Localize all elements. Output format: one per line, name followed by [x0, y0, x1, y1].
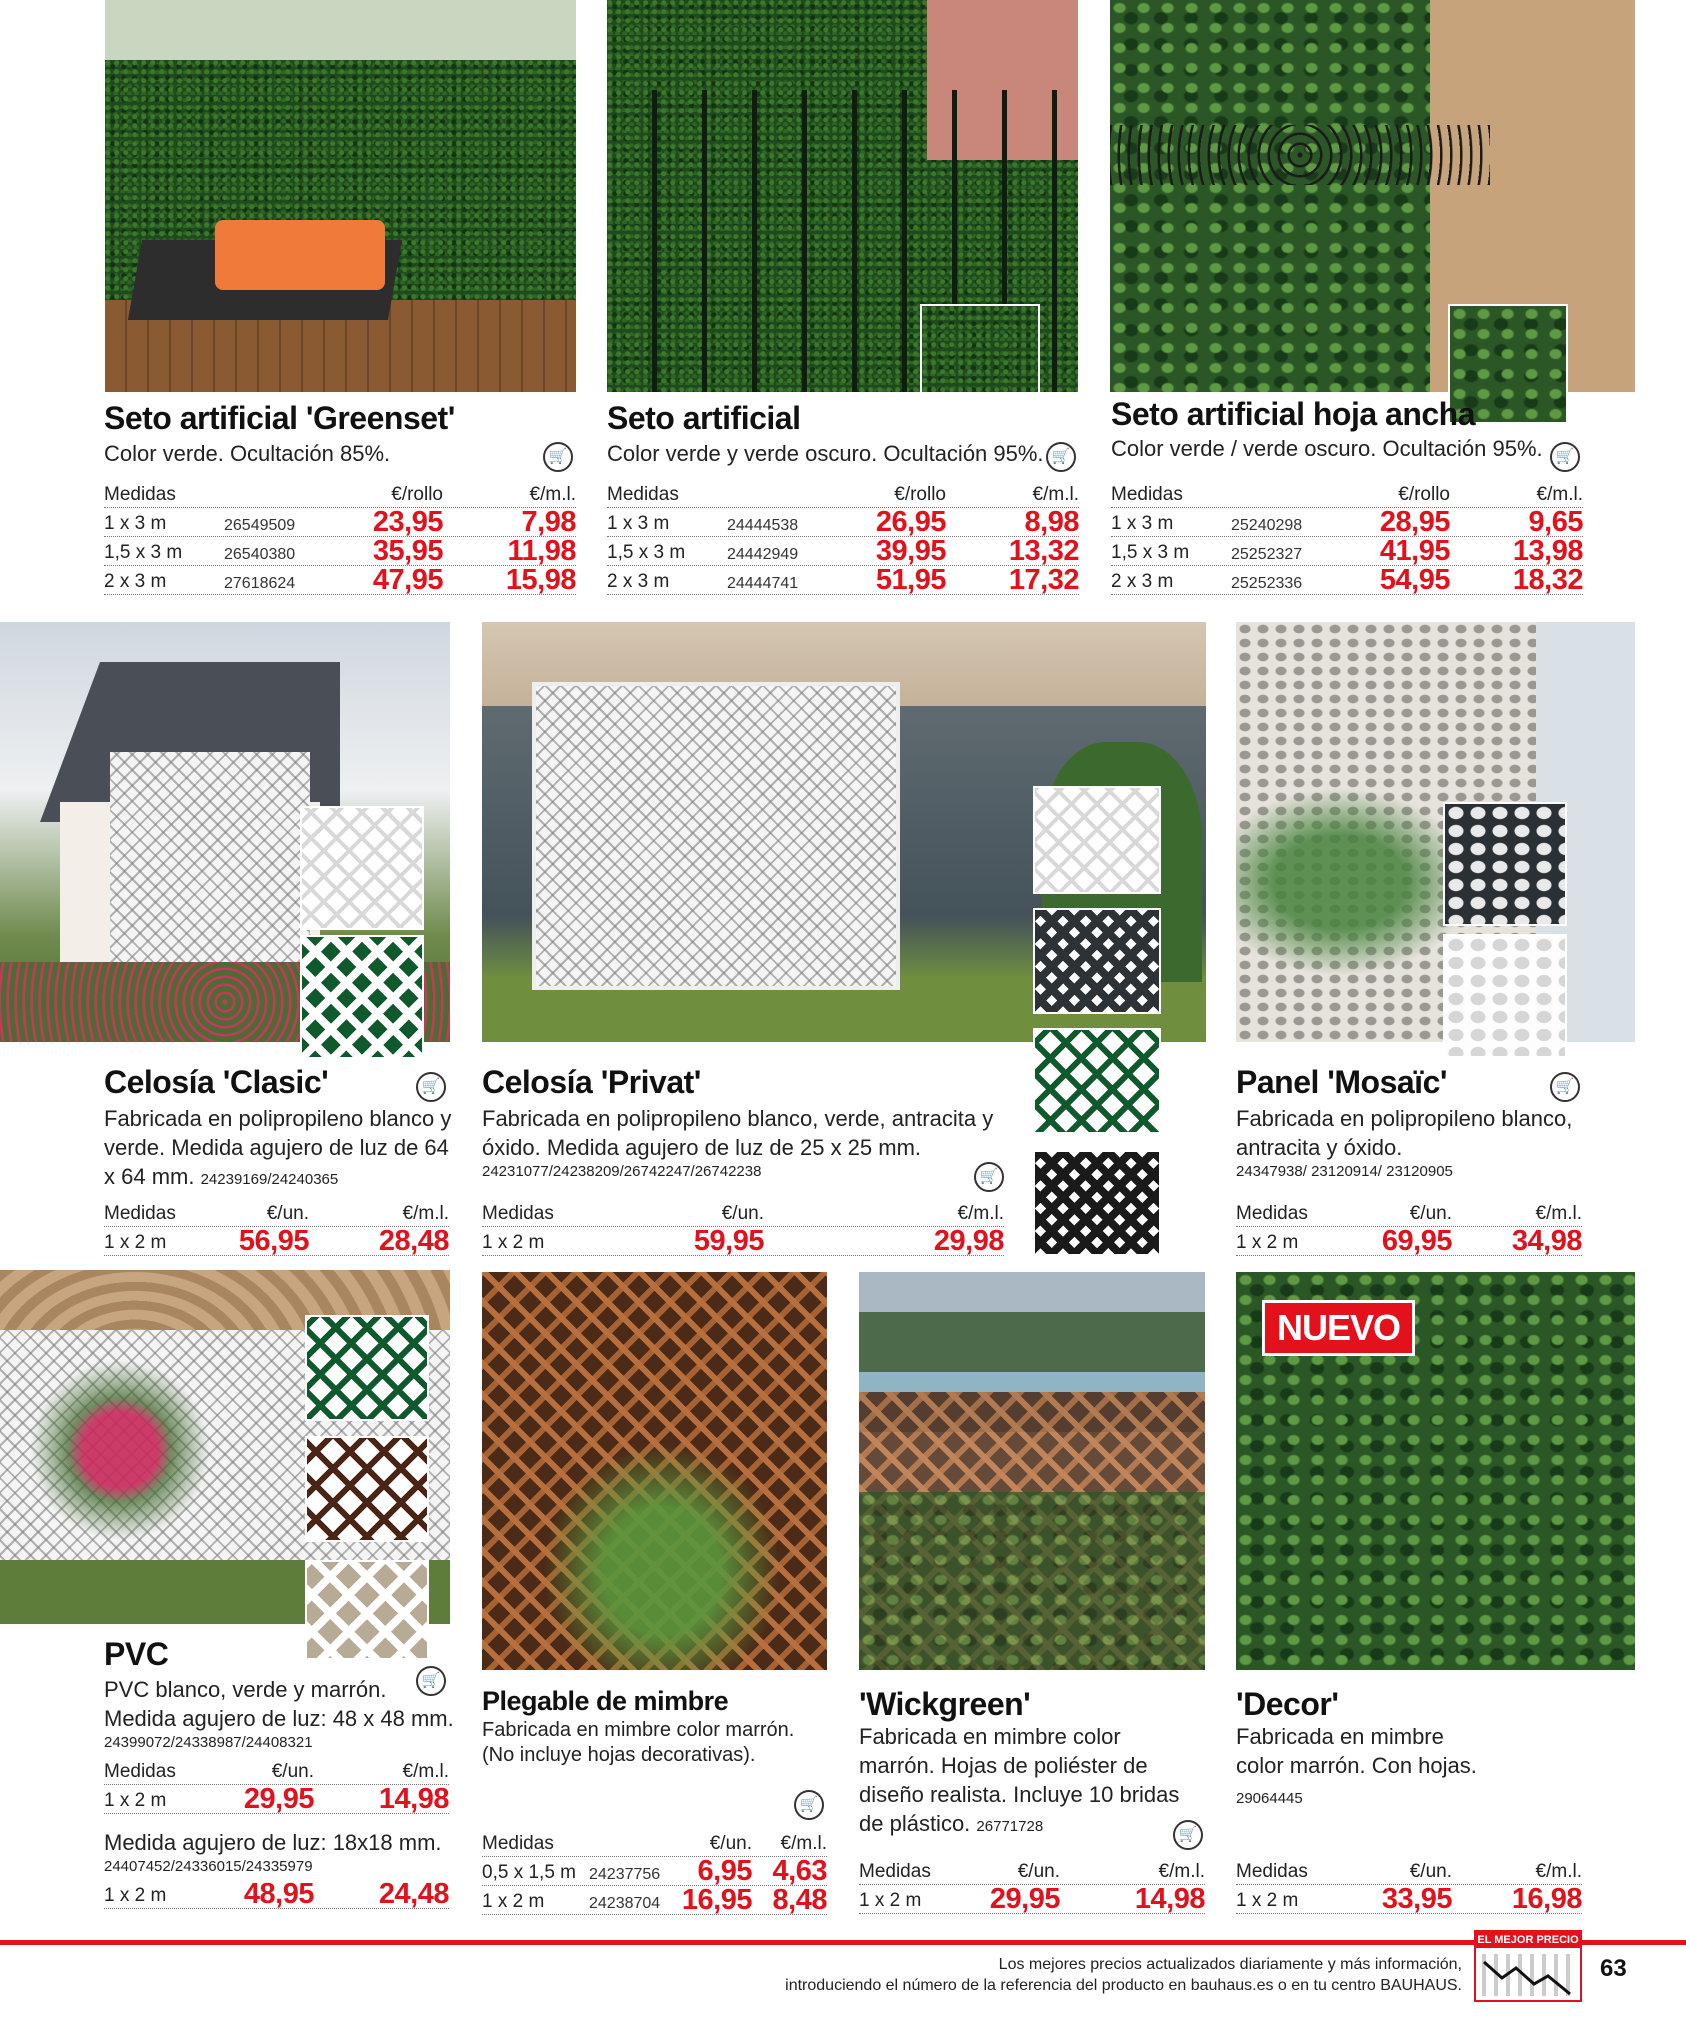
mosaic-title: Panel 'Mosaïc' [1236, 1064, 1447, 1100]
clasic-swatch-green [300, 935, 424, 1059]
seto-price-table [607, 481, 1079, 595]
wickgreen-price-table [859, 1858, 1205, 1914]
pvc-price-table [104, 1758, 449, 1814]
price-ml: 15,98 [505, 564, 576, 596]
privat-swatch-white [1033, 786, 1161, 894]
col-medidas: Medidas [104, 1761, 176, 1782]
plegable-title: Plegable de mimbre [482, 1686, 729, 1716]
col-medidas: Medidas [607, 484, 679, 505]
plegable-cart-icon[interactable]: 🛒 [794, 1790, 824, 1820]
size: 1 x 3 m [607, 513, 670, 534]
mosaic-cart-icon[interactable]: 🛒 [1550, 1072, 1580, 1102]
seto-description: Color verde y verde oscuro. Ocultación 95%. [607, 441, 1044, 466]
price-roll: 54,95 [1379, 564, 1450, 596]
price-un: 33,95 [1381, 1883, 1452, 1915]
price-ml: 34,98 [1511, 1225, 1582, 1257]
footer-info [785, 1954, 1462, 1996]
pvc-cart-icon[interactable]: 🛒 [416, 1666, 446, 1696]
price-row [1111, 566, 1583, 595]
price-row [482, 1857, 827, 1886]
decor-title: 'Decor' [1236, 1686, 1339, 1722]
col-ml: €/m.l. [1032, 484, 1079, 505]
wickgreen-description [859, 1722, 1199, 1841]
footer-rule [0, 1940, 1686, 1945]
size: 1 x 2 m [1236, 1232, 1299, 1253]
size: 1 x 2 m [1236, 1890, 1299, 1911]
page-number: 63 [1600, 1955, 1627, 1982]
col-medidas: Medidas [1236, 1861, 1308, 1882]
privat-swatch-green [1033, 1028, 1161, 1134]
price-ml: 13,98 [1512, 535, 1583, 567]
pvc-swatch-brown [305, 1436, 429, 1542]
price-roll: 23,95 [372, 506, 443, 538]
pvc-reference-2: 24407452/24336015/24335979 [104, 1858, 313, 1875]
clasic-swatch-white [300, 806, 424, 930]
greenset-description: Color verde. Ocultación 85%. [104, 441, 391, 466]
price-row [1236, 1885, 1582, 1914]
pvc-swatch-beige [305, 1560, 429, 1660]
size: 1,5 x 3 m [607, 542, 686, 563]
col-ml: €/m.l. [1535, 1861, 1582, 1882]
col-ml: €/m.l. [957, 1203, 1004, 1224]
price-ml: 16,98 [1511, 1883, 1582, 1915]
price-un: 59,95 [693, 1225, 764, 1257]
price-ml: 7,98 [521, 506, 576, 538]
size: 1 x 2 m [104, 1885, 167, 1906]
price-ml: 24,48 [378, 1878, 449, 1910]
hoja-ancha-cart-icon[interactable]: 🛒 [1550, 442, 1580, 472]
footer-line-2: introduciendo el número de la referencia del producto en bauhaus.es o en tu centro BAUHAUS. [785, 1977, 1462, 1994]
price-ml: 8,98 [1024, 506, 1079, 538]
decor-price-table [1236, 1858, 1582, 1914]
price-row [482, 1227, 1004, 1256]
price-roll: 41,95 [1379, 535, 1450, 567]
col-medidas: Medidas [104, 484, 176, 505]
price-roll: 35,95 [372, 535, 443, 567]
privat-swatch-black [1033, 1150, 1161, 1256]
price-un: 69,95 [1381, 1225, 1452, 1257]
hoja-ancha-price-table [1111, 481, 1583, 595]
reference: 24444538 [727, 517, 799, 534]
price-row [1111, 508, 1583, 537]
pvc-title: PVC [104, 1636, 169, 1672]
reference: 27618624 [224, 575, 296, 592]
col-medidas: Medidas [859, 1861, 931, 1882]
col-un: €/un. [266, 1203, 309, 1224]
size: 2 x 3 m [1111, 571, 1174, 592]
size: 1 x 2 m [482, 1891, 545, 1912]
col-un: €/un. [709, 1833, 752, 1854]
size: 1 x 3 m [1111, 513, 1174, 534]
nuevo-badge: NUEVO [1262, 1300, 1415, 1356]
reference: 24237756 [589, 1866, 661, 1883]
greenset-title: Seto artificial 'Greenset' [104, 400, 455, 436]
col-ml: €/m.l. [1158, 1861, 1205, 1882]
privat-description: Fabricada en polipropileno blanco, verde, antracita y óxido. Medida agujero de luz de 25 x 25 mm. [482, 1106, 994, 1160]
col-medidas: Medidas [104, 1203, 176, 1224]
pvc-price-table-2 [104, 1880, 449, 1909]
hoja-ancha-description: Color verde / verde oscuro. Ocultación 95%. [1111, 436, 1543, 461]
reference: 25240298 [1231, 517, 1303, 534]
size: 1 x 3 m [104, 513, 167, 534]
clasic-description [104, 1104, 454, 1194]
size: 1,5 x 3 m [104, 542, 183, 563]
hoja-ancha-title: Seto artificial hoja ancha [1111, 396, 1475, 432]
plegable-description: Fabricada en mimbre color marrón. (No incluye hojas decorativas). [482, 1719, 795, 1766]
col-ml: €/m.l. [402, 1761, 449, 1782]
seto-title: Seto artificial [607, 400, 801, 436]
privat-reference: 24231077/24238209/26742247/26742238 [482, 1163, 762, 1180]
col-rollo: €/rollo [1398, 484, 1450, 505]
col-un: €/un. [1409, 1861, 1452, 1882]
clasic-price-table [104, 1200, 449, 1256]
mosaic-description: Fabricada en polipropileno blanco, antracita y óxido. [1236, 1106, 1573, 1160]
size: 1 x 2 m [482, 1232, 545, 1253]
reference: 26549509 [224, 517, 296, 534]
greenset-photo [105, 0, 576, 392]
best-price-label: EL MEJOR PRECIO [1477, 1934, 1579, 1946]
reference: 26540380 [224, 546, 296, 563]
price-ml: 29,98 [933, 1225, 1004, 1257]
wickgreen-cart-icon[interactable]: 🛒 [1173, 1820, 1203, 1850]
price-row [104, 1227, 449, 1256]
col-medidas: Medidas [1236, 1203, 1308, 1224]
price-ml: 4,63 [772, 1855, 827, 1887]
reference: 25252327 [1231, 546, 1303, 563]
clasic-cart-icon[interactable]: 🛒 [416, 1072, 446, 1102]
clasic-desc-text: Fabricada en polipropileno blanco y verde. Medida agujero de luz de 64 x 64 mm. [104, 1106, 452, 1189]
decor-description: Fabricada en mimbre color marrón. Con hojas. [1236, 1724, 1477, 1778]
price-ml: 14,98 [1134, 1883, 1205, 1915]
price-row [1236, 1227, 1582, 1256]
footer-line-1: Los mejores precios actualizados diariamente y más información, [998, 1956, 1462, 1973]
col-ml: €/m.l. [402, 1203, 449, 1224]
price-un: 29,95 [243, 1783, 314, 1815]
price-roll: 26,95 [875, 506, 946, 538]
col-rollo: €/rollo [391, 484, 443, 505]
price-row [104, 1880, 449, 1909]
size: 1,5 x 3 m [1111, 542, 1190, 563]
price-row [104, 566, 576, 595]
col-medidas: Medidas [1111, 484, 1183, 505]
col-ml: €/m.l. [529, 484, 576, 505]
price-ml: 8,48 [772, 1884, 827, 1916]
greenset-price-table [104, 481, 576, 595]
pvc-reference: 24399072/24338987/24408321 [104, 1734, 313, 1751]
pvc-description: PVC blanco, verde y marrón. Medida agujero de luz: 48 x 48 mm. [104, 1677, 454, 1731]
wickgreen-reference: 26771728 [976, 1818, 1044, 1835]
col-rollo: €/rollo [894, 484, 946, 505]
price-row [104, 537, 576, 566]
price-ml: 18,32 [1512, 564, 1583, 596]
reference: 24442949 [727, 546, 799, 563]
col-medidas: Medidas [482, 1833, 554, 1854]
price-row [104, 1785, 449, 1814]
privat-price-table [482, 1200, 1004, 1256]
plegable-price-table [482, 1830, 827, 1915]
size: 2 x 3 m [104, 571, 167, 592]
clasic-reference: 24239169/24240365 [200, 1171, 339, 1188]
col-un: €/un. [721, 1203, 764, 1224]
price-roll: 39,95 [875, 535, 946, 567]
price-row [859, 1885, 1205, 1914]
price-un: 56,95 [238, 1225, 309, 1257]
greenset-cart-icon[interactable]: 🛒 [543, 442, 573, 472]
size: 0,5 x 1,5 m [482, 1862, 576, 1883]
price-ml: 9,65 [1528, 506, 1583, 538]
price-ml: 17,32 [1008, 564, 1079, 596]
price-ml: 28,48 [378, 1225, 449, 1257]
price-un: 29,95 [989, 1883, 1060, 1915]
clasic-title: Celosía 'Clasic' [104, 1064, 329, 1100]
mosaic-swatch-anthracite [1443, 802, 1567, 926]
reference: 25252336 [1231, 575, 1303, 592]
price-row [482, 1886, 827, 1915]
col-ml: €/m.l. [1536, 484, 1583, 505]
price-un: 16,95 [681, 1884, 752, 1916]
reference: 24238704 [589, 1895, 661, 1912]
col-un: €/un. [1017, 1861, 1060, 1882]
seto-cart-icon[interactable]: 🛒 [1046, 442, 1076, 472]
col-un: €/un. [1409, 1203, 1452, 1224]
pvc-swatch-green [305, 1315, 429, 1421]
price-row [1111, 537, 1583, 566]
price-ml: 11,98 [507, 535, 576, 567]
mosaic-price-table [1236, 1200, 1582, 1256]
reference: 24444741 [727, 575, 799, 592]
col-ml: €/m.l. [1535, 1203, 1582, 1224]
size: 1 x 2 m [104, 1232, 167, 1253]
mosaic-swatch-white [1443, 934, 1567, 1058]
wickgreen-desc-text: Fabricada en mimbre color marrón. Hojas de poliéster de diseño realista. Incluye 10 bridas de plástico. [859, 1724, 1180, 1836]
price-roll: 51,95 [875, 564, 946, 596]
decor-reference: 29064445 [1236, 1790, 1303, 1807]
pvc-description-2: Medida agujero de luz: 18x18 mm. [104, 1830, 442, 1855]
col-un: €/un. [271, 1761, 314, 1782]
price-row [104, 508, 576, 537]
price-un: 6,95 [697, 1855, 752, 1887]
price-graph-icon [1482, 1954, 1574, 1996]
privat-cart-icon[interactable]: 🛒 [974, 1162, 1004, 1192]
privat-swatch-anthracite [1033, 908, 1161, 1014]
size: 2 x 3 m [607, 571, 670, 592]
price-row [607, 508, 1079, 537]
privat-title: Celosía 'Privat' [482, 1064, 701, 1100]
price-un: 48,95 [243, 1878, 314, 1910]
size: 1 x 2 m [104, 1790, 167, 1811]
best-price-badge [1474, 1930, 1582, 2002]
price-ml: 14,98 [378, 1783, 449, 1815]
size: 1 x 2 m [859, 1890, 922, 1911]
plegable-photo [482, 1272, 827, 1670]
price-roll: 28,95 [1379, 506, 1450, 538]
mosaic-photo [1236, 622, 1635, 1042]
price-row [607, 566, 1079, 595]
seto-photo [607, 0, 1078, 392]
col-ml: €/m.l. [780, 1833, 827, 1854]
mosaic-reference: 24347938/ 23120914/ 23120905 [1236, 1163, 1453, 1180]
col-medidas: Medidas [482, 1203, 554, 1224]
price-ml: 13,32 [1008, 535, 1079, 567]
price-row [607, 537, 1079, 566]
seto-swatch [920, 304, 1040, 392]
wickgreen-photo [859, 1272, 1205, 1670]
price-roll: 47,95 [372, 564, 443, 596]
wickgreen-title: 'Wickgreen' [859, 1686, 1031, 1722]
